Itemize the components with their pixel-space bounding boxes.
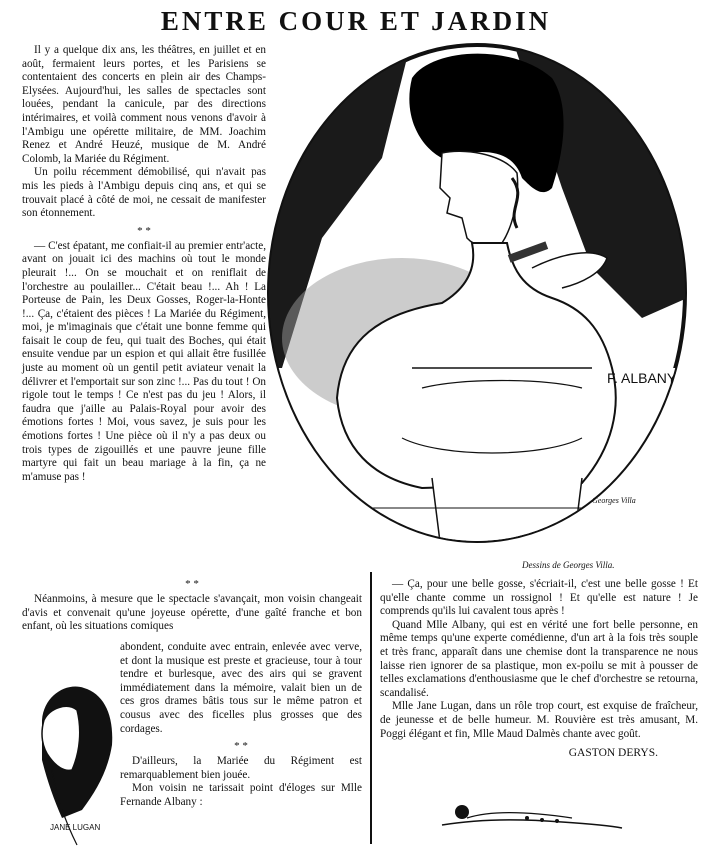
paragraph: Mlle Jane Lugan, dans un rôle trop court, est exquise de fraîcheur, de jeunesse et de belle humeur. M. Rouvière est très amusant, M. Poggi élégant et fin, Mlle Maud Dalmès chante avec goût. bbox=[380, 700, 698, 740]
illustration-caption: Dessins de Georges Villa. bbox=[522, 560, 615, 570]
reclining-figure-sketch bbox=[432, 790, 632, 840]
portrait-signature: F. ALBANY bbox=[607, 370, 677, 386]
albany-portrait-illustration bbox=[262, 38, 710, 558]
portrait-label: JANE LUGAN bbox=[50, 823, 101, 832]
column-divider bbox=[370, 572, 372, 844]
section-separator: * * bbox=[137, 224, 151, 237]
page-title: ENTRE COUR ET JARDIN bbox=[160, 6, 552, 36]
lugan-portrait-illustration bbox=[22, 660, 122, 850]
paragraph: Un poilu récemment démobilisé, qui n'avait pas mis les pieds à l'Ambigu depuis cinq ans, et qui se trouvait placé à côté de moi, ne cessait de manifester son étonnement. bbox=[22, 166, 266, 220]
section-separator: * * bbox=[185, 578, 199, 590]
author-signature: GASTON DERYS. bbox=[568, 747, 658, 760]
paragraph: Quand Mlle Albany, qui est en vérité une fort belle personne, en même temps qu'une experte comédienne, d'un art à la fois très souple et très franc, apparaît dans une chemise dont la transparence ne nous laisse rien ignorer de sa plastique, mon ex-poilu se mit à pousser de telles exclamations d'enthousiasme que le chef d'orchestre se retourna, scandalisé. bbox=[380, 618, 698, 699]
right-column bbox=[380, 578, 698, 761]
paragraph: — Ça, pour une belle gosse, s'écriait-il, c'est une belle gosse ! Et qu'elle chante comme un rossignol ! Et qu'elle est nature ! Je comprends qu'ils lui cavalent tous après ! bbox=[380, 578, 698, 618]
middle-column bbox=[22, 578, 362, 634]
paragraph: D'ailleurs, la Mariée du Régiment est remarquablement bien jouée. bbox=[120, 755, 362, 781]
paragraph: Mon voisin ne tarissait point d'éloges sur Mlle Fernande Albany : bbox=[120, 782, 362, 808]
paragraph: — C'est épatant, me confiait-il au premier entr'acte, avant on jouait ici des machins où tout le monde pleurait !... On se mouchait et on reniflait de l'orchestre au poulailler... C'était beau !... Ah ! La Porteuse de Pain, les Deux Gosses, Roger-la-Honte !... Ça, c'étaient des pièces ! La Mariée du Régiment, moi, je m'imaginais que c'était une bonne femme qui faisait le coup de feu, qui tuait des Boches, qui était ensuite vendue par un espion et qui allait être fusillée juste au moment où un gentil petit aviateur venait la délivrer et l'emportait sur son zinc !... Pas du tout ! On rigole tout le temps ! Ce n'est pas du jeu ! Alors, il faudra que j'aille au Palais-Royal pour avoir des émotions fortes ! Moi, vous savez, je suis pour les émotions fortes ! Une pièce où il n'y a pas deux ou trois types de zigouillés et une pauvre jeune fille martyre qui fait un beau mariage à la fin, ça ne m'amuse pas ! bbox=[22, 239, 266, 483]
section-separator: * * bbox=[234, 740, 248, 753]
paragraph: Il y a quelque dix ans, les théâtres, en juillet et en août, fermaient leurs portes, et les Parisiens se contentaient des concerts en plein air des Champs-Elysées. Aujourd'hui, les salles de spectacles sont louées, pendant la canicule, par des directions intérimaires, et voilà comment nous venons d'avoir à l'Ambigu une opérette militaire, de MM. Joachim Renez et André Heuzé, musique de M. André Colomb, la Mariée du Régiment. bbox=[22, 44, 266, 165]
artist-signature: Georges Villa bbox=[592, 496, 636, 505]
paragraph: abondent, conduite avec entrain, enlevée avec verve, et dont la musique est preste et gracieuse, tour à tour tendre et burlesque, avec des airs qui se gravent immédiatement dans la mémoire, valait bien un de ces gros drames bâtis tous sur le même patron et cousus avec des ficelles plus grosses que des cordages. bbox=[120, 641, 362, 735]
middle-column-continued bbox=[120, 641, 362, 810]
paragraph: Néanmoins, à mesure que le spectacle s'avançait, mon voisin changeait d'avis et convenait qu'une joyeuse opérette, d'une gaîté franche et bon enfant, où les situations comiques bbox=[22, 593, 362, 633]
left-column bbox=[22, 44, 266, 484]
